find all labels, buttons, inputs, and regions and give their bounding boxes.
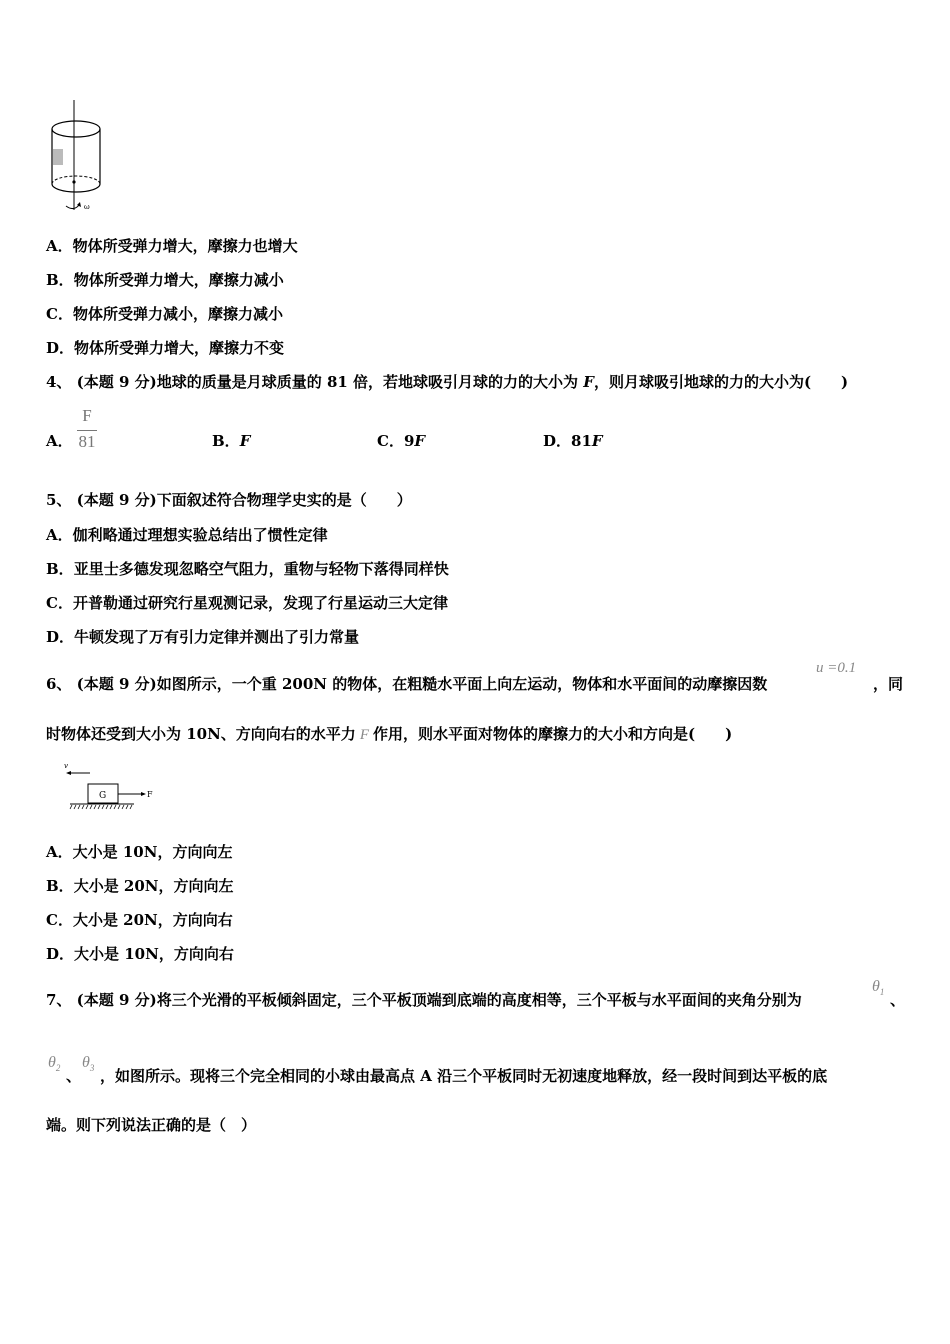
block-label: G: [99, 791, 107, 801]
object-block: [53, 149, 63, 165]
q5-stem: 5、 (本题 9 分)下面叙述符合物理学史实的是（ ）: [46, 491, 412, 509]
q5-option-d: D．牛顿发现了万有引力定律并测出了引力常量: [46, 628, 360, 646]
q3-option-d: D．物体所受弹力增大，摩擦力不变: [46, 339, 285, 357]
q7-theta2: $\theta_2$: [48, 1054, 61, 1074]
q5-option-c: C．开普勒通过研究行星观测记录，发现了行星运动三大定律: [46, 594, 448, 612]
q7-theta3: $\theta_3$: [82, 1054, 95, 1074]
q5-option-a: A．伽利略通过理想实验总结出了惯性定律: [46, 526, 328, 544]
q4-option-b: B．F: [212, 432, 251, 450]
q3-option-c: C．物体所受弹力减小，摩擦力减小: [46, 305, 283, 323]
q4-option-d: D．81F: [543, 432, 603, 450]
q6-stem-line1: 6、 (本题 9 分)如图所示，一个重 200N 的物体，在粗糙水平面上向左运动，物体和水平面间的动摩擦因数: [46, 675, 768, 693]
block-force-figure: [62, 760, 162, 812]
q4-option-c: C．9F: [377, 432, 426, 450]
velocity-label: v: [64, 762, 68, 770]
q6-stem-line2: 时物体还受到大小为 10N、方向向右的水平力 F 作用，则水平面对物体的摩擦力的大小和方向是( ): [46, 725, 733, 743]
q6-option-d: D．大小是 10N，方向向右: [46, 945, 234, 963]
q7-separator-2: 、: [66, 1067, 82, 1085]
q4-option-a-denominator: 81: [78, 432, 96, 451]
q6-option-a: A．大小是 10N，方向向左: [46, 843, 233, 861]
q7-stem-line3: 端。则下列说法正确的是（ ）: [46, 1116, 257, 1134]
fraction-bar: [77, 430, 97, 431]
q6-mu-expression: u =0.1: [816, 660, 857, 676]
q7-separator-1: 、: [890, 991, 906, 1009]
q5-option-b: B．亚里士多德发现忽略空气阻力，重物与轻物下落得同样快: [46, 560, 449, 578]
q6-stem-line1-end: ，同: [873, 675, 904, 693]
force-label: F: [147, 790, 153, 799]
q4-option-a-label: A．: [46, 432, 73, 450]
q6-option-c: C．大小是 20N，方向向右: [46, 911, 233, 929]
q3-option-a: A．物体所受弹力增大，摩擦力也增大: [46, 237, 298, 255]
q7-stem-line2: ，如图所示。现将三个完全相同的小球由最高点 A 沿三个平板同时无初速度地释放，经一段时间到达平板的底: [100, 1067, 828, 1085]
cylinder-figure: [44, 98, 114, 218]
q4-stem: 4、 (本题 9 分)地球的质量是月球质量的 81 倍，若地球吸引月球的力的大小为 F，则月球吸引地球的力的大小为( ): [46, 373, 849, 391]
omega-label: ω: [84, 203, 90, 211]
q7-theta1: $\theta_1$: [872, 978, 885, 998]
ground-hatching: [70, 805, 132, 809]
q7-stem-line1: 7、 (本题 9 分)将三个光滑的平板倾斜固定，三个平板顶端到底端的高度相等，三个平板与水平面间的夹角分别为: [46, 991, 802, 1009]
q6-option-b: B．大小是 20N，方向向左: [46, 877, 234, 895]
q3-option-b: B．物体所受弹力增大，摩擦力减小: [46, 271, 284, 289]
q4-option-a-numerator: F: [82, 406, 92, 425]
